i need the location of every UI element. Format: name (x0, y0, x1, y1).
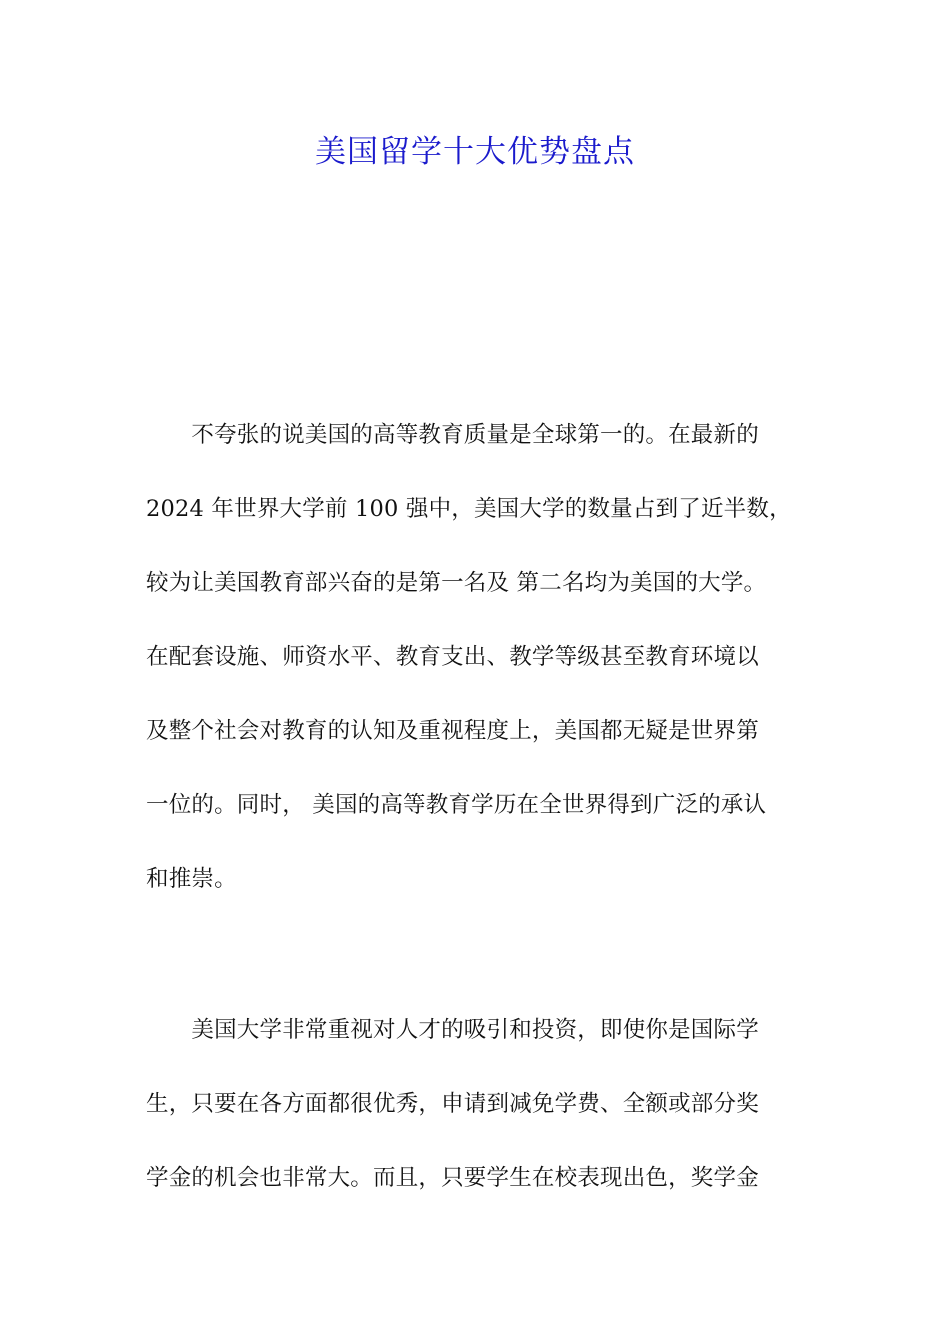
paragraph-1 (146, 418, 806, 936)
paragraph-line: 在配套设施、师资水平、教育支出、教学等级甚至教育环境以 (146, 644, 759, 670)
paragraph-line: 和推崇。 (146, 866, 237, 892)
paragraph-line: 学金的机会也非常大。而且，只要学生在校表现出色，奖学金 (146, 1165, 759, 1191)
paragraph-2 (146, 1013, 806, 1235)
paragraph-line: 及整个社会对教育的认知及重视程度上，美国都无疑是世界第 (146, 718, 759, 744)
paragraph-line: 较为让美国教育部兴奋的是第一名及 第二名均为美国的大学。 (146, 570, 767, 596)
paragraph-line: 生，只要在各方面都很优秀，申请到减免学费、全额或部分奖 (146, 1091, 759, 1117)
paragraph-line: 2024 年世界大学前 100 强中，美国大学的数量占到了近半数， (146, 496, 792, 522)
paragraph-line: 不夸张的说美国的高等教育质量是全球第一的。在最新的 (146, 422, 759, 448)
document-title: 美国留学十大优势盘点 (315, 134, 635, 170)
paragraph-line: 一位的。同时， 美国的高等教育学历在全世界得到广泛的承认 (146, 792, 767, 818)
paragraph-line: 美国大学非常重视对人才的吸引和投资，即使你是国际学 (146, 1017, 759, 1043)
